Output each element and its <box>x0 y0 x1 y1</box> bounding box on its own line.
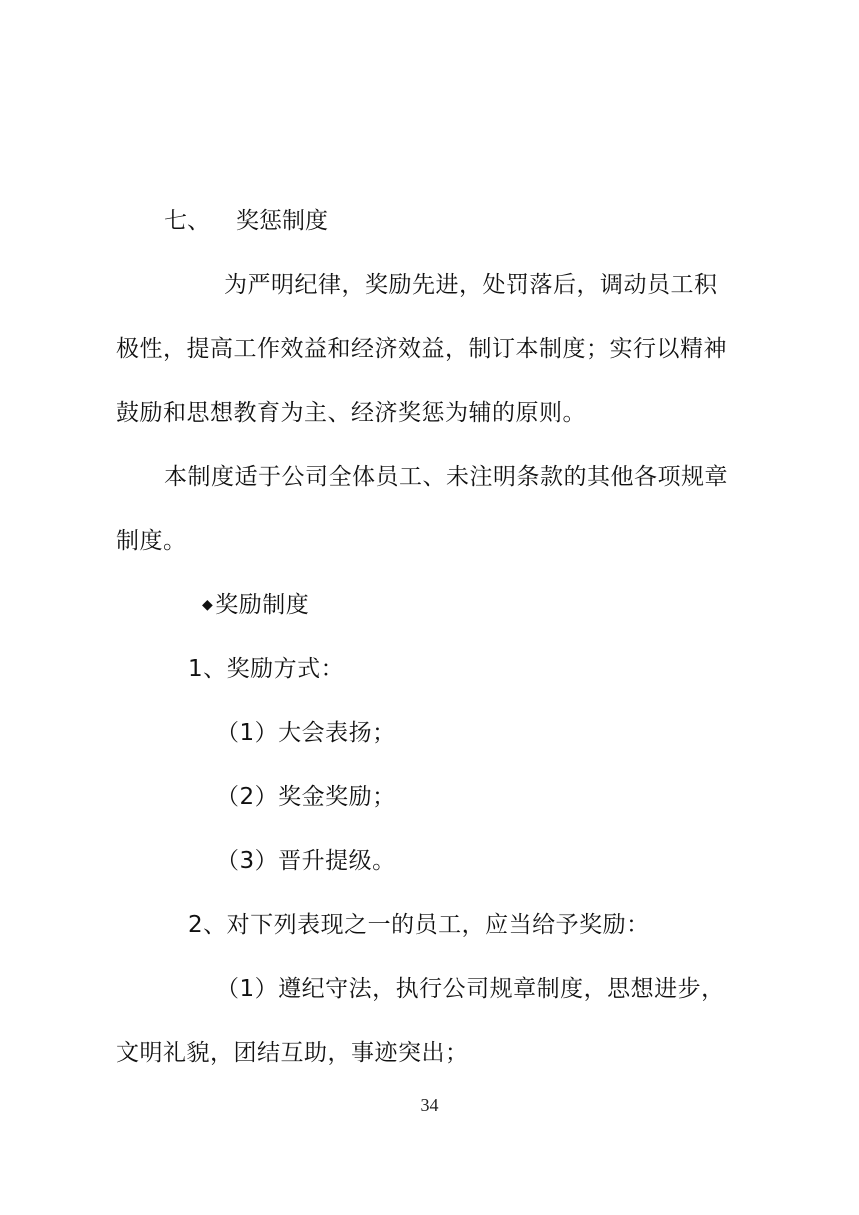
diamond-bullet-icon: ◆ <box>202 597 214 613</box>
paragraph-2-line-2: 制度。 <box>116 528 187 554</box>
item-2-title: 2、对下列表现之一的员工，应当给予奖励： <box>188 912 650 938</box>
section-title: 奖惩制度 <box>236 208 328 234</box>
paragraph-1-line-3: 鼓励和思想教育为主、经济奖惩为辅的原则。 <box>116 400 586 426</box>
item-2-sub-1-line-1: （1）遵纪守法，执行公司规章制度，思想进步， <box>216 976 725 1002</box>
section-number: 七、 <box>164 208 210 234</box>
item-1-sub-3: （3）晋升提级。 <box>216 848 396 874</box>
paragraph-1-line-1: 为严明纪律，奖励先进，处罚落后，调动员工积 <box>224 272 718 298</box>
paragraph-2-line-1: 本制度适于公司全体员工、未注明条款的其他各项规章 <box>164 464 728 490</box>
subsection-heading <box>202 590 309 620</box>
item-1-title: 1、奖励方式： <box>188 656 345 682</box>
item-2-sub-1-line-2: 文明礼貌，团结互助，事迹突出； <box>116 1040 469 1066</box>
item-1-sub-1: （1）大会表扬； <box>216 720 396 746</box>
page-number: 34 <box>420 1095 439 1115</box>
subsection-title: 奖励制度 <box>215 592 310 618</box>
item-1-sub-2: （2）奖金奖励； <box>216 784 396 810</box>
paragraph-1-line-2: 极性，提高工作效益和经济效益，制订本制度；实行以精神 <box>116 336 727 362</box>
